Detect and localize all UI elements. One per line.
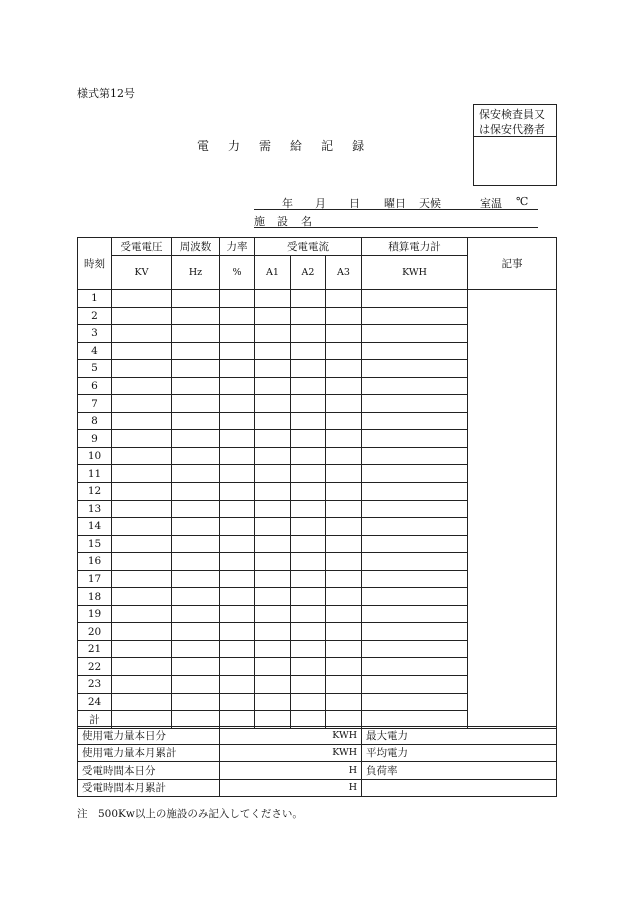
cell-a1[interactable] [255,570,291,588]
cell-a2[interactable] [291,588,326,606]
cell-a1[interactable] [255,483,291,501]
cell-power-factor[interactable] [220,290,255,308]
cell-voltage[interactable] [112,395,172,413]
cell-frequency[interactable] [172,518,220,536]
page-title [197,137,383,154]
cell-voltage[interactable] [112,693,172,711]
cell-voltage[interactable] [112,500,172,518]
summary-row [78,744,557,762]
inspector-signature-area[interactable] [474,137,556,183]
cell-energy[interactable] [362,395,468,413]
summary-right-cell[interactable] [362,779,557,797]
cell-frequency[interactable] [172,483,220,501]
cell-voltage[interactable] [112,342,172,360]
summary-label: 受電時間本月累計 [78,779,220,797]
cell-frequency[interactable] [172,605,220,623]
unit-a3: A3 [326,256,362,290]
cell-a3[interactable] [326,640,362,658]
cell-frequency[interactable] [172,395,220,413]
footnote: 注 500Kw以上の施設のみ記入してください。 [77,808,303,820]
cell-a1[interactable] [255,693,291,711]
hour-label: 15 [78,535,112,553]
cell-power-factor[interactable] [220,553,255,571]
cell-a1[interactable] [255,658,291,676]
weekday-label: 曜日 [384,197,406,210]
year-label: 年 [282,197,293,210]
cell-frequency[interactable] [172,658,220,676]
summary-value-cell[interactable]: H [220,779,362,797]
notes-area[interactable] [468,290,557,729]
hour-label: 14 [78,518,112,536]
cell-voltage[interactable] [112,483,172,501]
total-label: 計 [78,711,112,729]
facility-label-char: 設 [277,215,288,228]
cell-a3[interactable] [326,658,362,676]
header-power-factor: 力率 [220,238,255,256]
cell-a2[interactable] [291,518,326,536]
summary-right-cell[interactable]: 最大電力 [362,727,557,745]
cell-frequency[interactable] [172,360,220,378]
cell-power-factor[interactable] [220,465,255,483]
cell-power-factor[interactable] [220,430,255,448]
cell-a1[interactable] [255,290,291,308]
cell-a1[interactable] [255,465,291,483]
title-char: 記 [321,139,334,153]
cell-a3[interactable] [326,342,362,360]
cell-energy[interactable] [362,553,468,571]
cell-frequency[interactable] [172,412,220,430]
cell-a2[interactable] [291,693,326,711]
cell-a3[interactable] [326,290,362,308]
cell-a3[interactable] [326,325,362,343]
inspector-signature-box [473,104,557,186]
cell-a2[interactable] [291,377,326,395]
facility-label-char: 施 [254,215,265,228]
cell-voltage[interactable] [112,360,172,378]
cell-frequency[interactable] [172,325,220,343]
cell-voltage[interactable] [112,605,172,623]
cell-a3[interactable] [326,483,362,501]
cell-a1[interactable] [255,360,291,378]
cell-a2[interactable] [291,500,326,518]
cell-a1[interactable] [255,377,291,395]
cell-a1[interactable] [255,518,291,536]
cell-a2[interactable] [291,570,326,588]
cell-a2[interactable] [291,325,326,343]
summary-label: 使用電力量本日分 [78,727,220,745]
cell-a2[interactable] [291,623,326,641]
cell-a3[interactable] [326,676,362,694]
cell-voltage[interactable] [112,377,172,395]
cell-power-factor[interactable] [220,658,255,676]
title-char: 給 [290,139,303,153]
day-label: 日 [349,197,360,210]
cell-voltage[interactable] [112,518,172,536]
cell-energy[interactable] [362,500,468,518]
hour-label: 12 [78,483,112,501]
cell-a1[interactable] [255,605,291,623]
cell-energy[interactable] [362,412,468,430]
cell-energy[interactable] [362,518,468,536]
cell-frequency[interactable] [172,693,220,711]
cell-energy[interactable] [362,377,468,395]
header-hour: 時刻 [78,238,112,290]
hour-label: 17 [78,570,112,588]
cell-power-factor[interactable] [220,342,255,360]
cell-a3[interactable] [326,535,362,553]
cell-a1[interactable] [255,623,291,641]
cell-energy[interactable] [362,430,468,448]
cell-frequency[interactable] [172,588,220,606]
cell-frequency[interactable] [172,447,220,465]
hour-label: 21 [78,640,112,658]
cell-power-factor[interactable] [220,307,255,325]
weather-label: 天候 [419,197,441,210]
header-current: 受電電流 [255,238,362,256]
summary-label: 使用電力量本月累計 [78,744,220,762]
cell-frequency[interactable] [172,342,220,360]
cell-voltage[interactable] [112,430,172,448]
title-char: 電 [197,139,210,153]
cell-a1[interactable] [255,553,291,571]
cell-power-factor[interactable] [220,518,255,536]
hour-label: 24 [78,693,112,711]
cell-a1[interactable] [255,676,291,694]
cell-frequency[interactable] [172,290,220,308]
cell-a3[interactable] [326,500,362,518]
cell-energy[interactable] [362,447,468,465]
facility-name-line [254,213,538,228]
cell-a3[interactable] [326,588,362,606]
cell-power-factor[interactable] [220,395,255,413]
cell-energy[interactable] [362,465,468,483]
cell-power-factor[interactable] [220,325,255,343]
cell-energy[interactable] [362,325,468,343]
cell-voltage[interactable] [112,658,172,676]
header-notes: 記事 [468,238,557,290]
cell-power-factor[interactable] [220,640,255,658]
cell-voltage[interactable] [112,307,172,325]
cell-energy[interactable] [362,658,468,676]
title-char: 力 [228,139,241,153]
cell-voltage[interactable] [112,570,172,588]
cell-frequency[interactable] [172,465,220,483]
cell-frequency[interactable] [172,307,220,325]
cell-a2[interactable] [291,447,326,465]
cell-voltage[interactable] [112,640,172,658]
cell-a2[interactable] [291,307,326,325]
cell-energy[interactable] [362,307,468,325]
cell-power-factor[interactable] [220,412,255,430]
cell-a2[interactable] [291,535,326,553]
cell-a2[interactable] [291,412,326,430]
hour-label: 7 [78,395,112,413]
hour-label: 18 [78,588,112,606]
cell-a3[interactable] [326,447,362,465]
cell-voltage[interactable] [112,623,172,641]
cell-a2[interactable] [291,483,326,501]
facility-label-char: 名 [301,215,312,228]
summary-row [78,727,557,745]
inspector-label-line: は保安代務者 [479,123,545,136]
hour-label: 6 [78,377,112,395]
cell-a1[interactable] [255,430,291,448]
cell-voltage[interactable] [112,465,172,483]
cell-energy[interactable] [362,693,468,711]
cell-power-factor[interactable] [220,500,255,518]
cell-energy[interactable] [362,570,468,588]
unit-energy: KWH [362,256,468,290]
table-row [78,290,557,308]
cell-energy[interactable] [362,535,468,553]
hour-label: 1 [78,290,112,308]
summary-value-cell[interactable]: KWH [220,727,362,745]
cell-voltage[interactable] [112,447,172,465]
hour-label: 4 [78,342,112,360]
cell-a1[interactable] [255,588,291,606]
cell-a3[interactable] [326,377,362,395]
cell-energy[interactable] [362,360,468,378]
cell-power-factor[interactable] [220,447,255,465]
unit-a2: A2 [291,256,326,290]
hour-label: 8 [78,412,112,430]
cell-voltage[interactable] [112,535,172,553]
cell-a3[interactable] [326,412,362,430]
cell-power-factor[interactable] [220,360,255,378]
summary-table [77,726,557,797]
hour-label: 2 [78,307,112,325]
title-char: 録 [352,139,365,153]
unit-frequency: Hz [172,256,220,290]
inspector-label-line: 保安検査員又 [479,108,545,121]
date-weather-line [254,195,538,210]
cell-power-factor[interactable] [220,570,255,588]
cell-a1[interactable] [255,325,291,343]
cell-a3[interactable] [326,430,362,448]
cell-a3[interactable] [326,693,362,711]
cell-power-factor[interactable] [220,676,255,694]
unit-power-factor: % [220,256,255,290]
cell-energy[interactable] [362,483,468,501]
hour-label: 9 [78,430,112,448]
cell-power-factor[interactable] [220,605,255,623]
cell-voltage[interactable] [112,588,172,606]
header-energy: 積算電力計 [362,238,468,256]
header-voltage: 受電電圧 [112,238,172,256]
cell-voltage[interactable] [112,290,172,308]
cell-a2[interactable] [291,430,326,448]
cell-a1[interactable] [255,640,291,658]
cell-frequency[interactable] [172,535,220,553]
cell-a2[interactable] [291,553,326,571]
cell-a1[interactable] [255,412,291,430]
cell-voltage[interactable] [112,325,172,343]
summary-value-cell[interactable]: KWH [220,744,362,762]
hour-label: 20 [78,623,112,641]
hour-label: 13 [78,500,112,518]
cell-a1[interactable] [255,342,291,360]
cell-a3[interactable] [326,360,362,378]
hour-label: 16 [78,553,112,571]
cell-a2[interactable] [291,605,326,623]
cell-a3[interactable] [326,518,362,536]
cell-a3[interactable] [326,570,362,588]
summary-row [78,762,557,780]
hour-label: 23 [78,676,112,694]
celsius-label: ℃ [516,195,529,208]
cell-voltage[interactable] [112,412,172,430]
cell-energy[interactable] [362,640,468,658]
summary-right-cell[interactable]: 負荷率 [362,762,557,780]
form-number: 様式第12号 [77,87,135,100]
summary-right-cell[interactable]: 平均電力 [362,744,557,762]
cell-frequency[interactable] [172,623,220,641]
cell-frequency[interactable] [172,377,220,395]
cell-a2[interactable] [291,676,326,694]
cell-a2[interactable] [291,290,326,308]
cell-power-factor[interactable] [220,623,255,641]
cell-a1[interactable] [255,395,291,413]
title-char: 需 [259,139,272,153]
cell-voltage[interactable] [112,676,172,694]
cell-a2[interactable] [291,640,326,658]
cell-energy[interactable] [362,342,468,360]
cell-power-factor[interactable] [220,483,255,501]
cell-energy[interactable] [362,588,468,606]
hour-label: 5 [78,360,112,378]
cell-frequency[interactable] [172,500,220,518]
cell-power-factor[interactable] [220,377,255,395]
cell-energy[interactable] [362,290,468,308]
cell-frequency[interactable] [172,553,220,571]
cell-power-factor[interactable] [220,588,255,606]
cell-frequency[interactable] [172,640,220,658]
unit-voltage: KV [112,256,172,290]
cell-a1[interactable] [255,500,291,518]
cell-a3[interactable] [326,553,362,571]
hour-label: 3 [78,325,112,343]
cell-frequency[interactable] [172,570,220,588]
hour-label: 10 [78,447,112,465]
inspector-label [474,105,556,137]
cell-a1[interactable] [255,535,291,553]
hour-label: 22 [78,658,112,676]
room-temp-label: 室温 [480,197,502,210]
cell-a1[interactable] [255,307,291,325]
hour-label: 19 [78,605,112,623]
cell-a3[interactable] [326,605,362,623]
cell-energy[interactable] [362,623,468,641]
cell-power-factor[interactable] [220,535,255,553]
hour-label: 11 [78,465,112,483]
cell-frequency[interactable] [172,676,220,694]
cell-a2[interactable] [291,342,326,360]
cell-voltage[interactable] [112,553,172,571]
summary-label: 受電時間本日分 [78,762,220,780]
cell-a3[interactable] [326,307,362,325]
header-frequency: 周波数 [172,238,220,256]
cell-power-factor[interactable] [220,693,255,711]
summary-row [78,779,557,797]
cell-a3[interactable] [326,395,362,413]
month-label: 月 [315,197,326,210]
cell-a1[interactable] [255,447,291,465]
hourly-log-table [77,237,557,729]
cell-a2[interactable] [291,360,326,378]
summary-value-cell[interactable]: H [220,762,362,780]
cell-a3[interactable] [326,465,362,483]
cell-energy[interactable] [362,676,468,694]
cell-energy[interactable] [362,605,468,623]
cell-a2[interactable] [291,465,326,483]
cell-a2[interactable] [291,658,326,676]
unit-a1: A1 [255,256,291,290]
cell-frequency[interactable] [172,430,220,448]
cell-a2[interactable] [291,395,326,413]
cell-a3[interactable] [326,623,362,641]
